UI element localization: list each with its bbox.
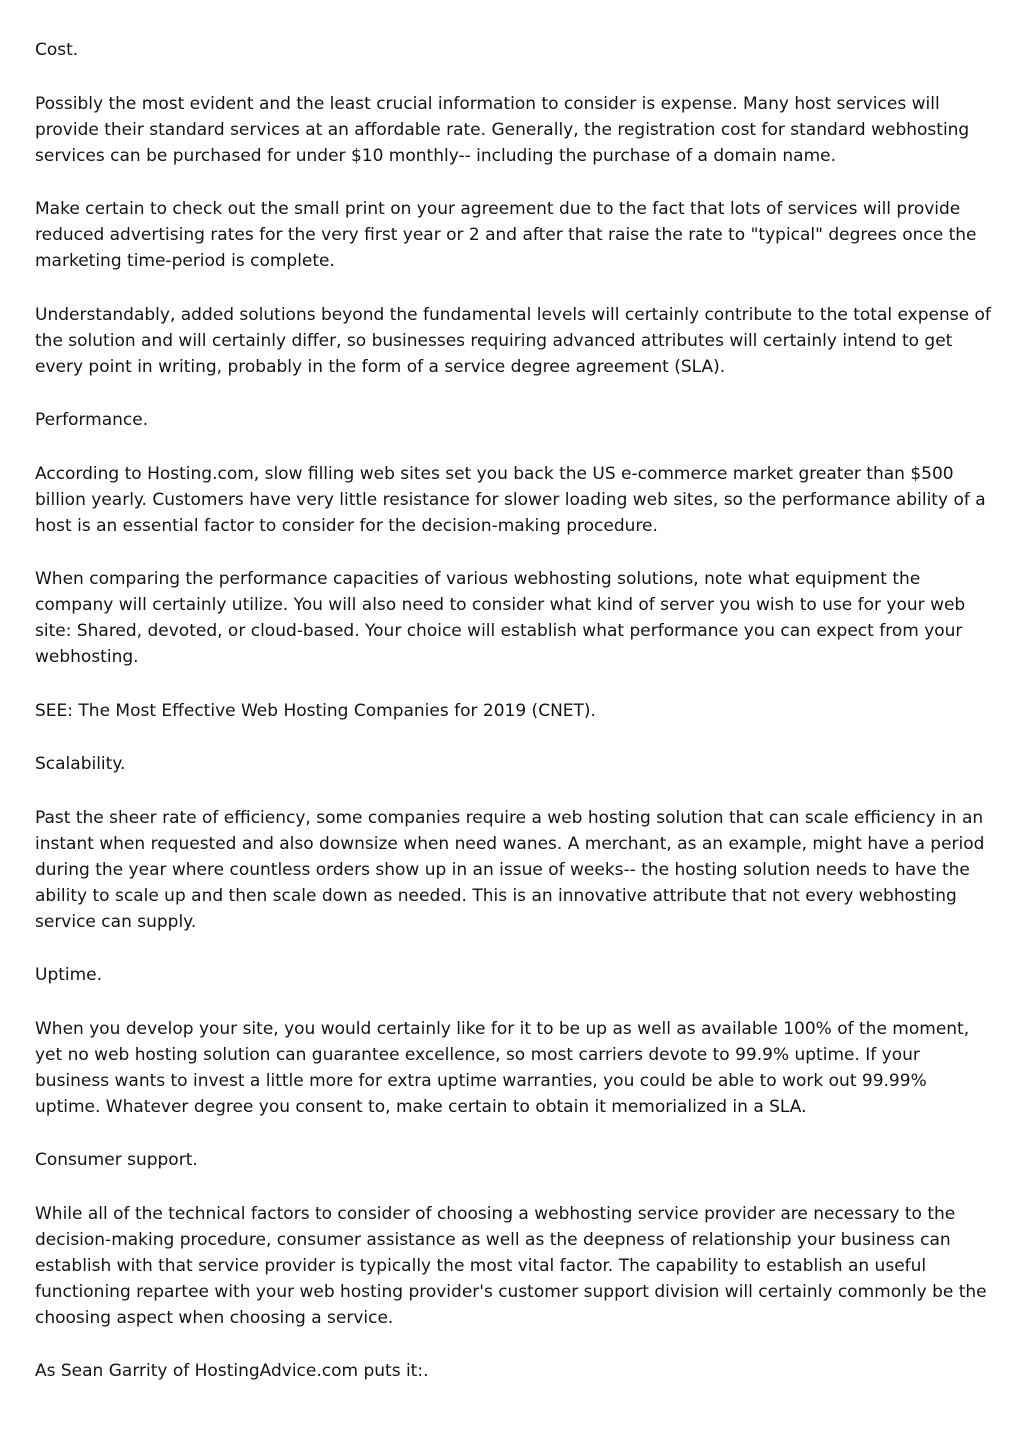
paragraph-consumer-support: While all of the technical factors to consider of choosing a webhosting service provider are necessary to the decision-making procedure, consumer assistance as well as the deepness of relationship your business can establish with that service provider is typically the most vital factor. The capability to establish an useful functioning repartee with your web hosting provider's customer support division will certainly commonly be the choosing aspect when choosing a service. <box>35 1203 987 1328</box>
paragraph-cost-fine-print: Make certain to check out the small print on your agreement due to the fact that lots of services will provide reduced advertising rates for the very first year or 2 and after that raise the rate to "typical" degrees once the marketing time-period is complete. <box>35 199 977 271</box>
paragraph-cost-intro: Possibly the most evident and the least crucial information to consider is expense. Many host services will provide their standard services at an affordable rate. Generally, the registration cost for standard webhosting services can be purchased for under $10 monthly-- including the purchase of a domain name. <box>35 93 970 166</box>
document-body <box>35 37 995 1412</box>
heading-uptime: Uptime. <box>35 965 103 985</box>
paragraph-performance-intro: According to Hosting.com, slow filling web sites set you back the US e-commerce market greater than $500 billion yearly. Customers have very little resistance for slower loading web sites, so the performance ability of a host is an essential factor to consider for the decision-making procedure. <box>35 463 986 536</box>
heading-scalability: Scalability. <box>35 754 126 774</box>
paragraph-uptime: When you develop your site, you would certainly like for it to be up as well as available 100% of the moment, yet no web hosting solution can guarantee excellence, so most carriers devote to 99.9% uptime. If your business wants to invest a little more for extra uptime warranties, you could be able to work out 99.99% uptime. Whatever degree you consent to, make certain to obtain it memorialized in a SLA. <box>35 1018 970 1117</box>
paragraph-quote-intro: As Sean Garrity of HostingAdvice.com puts it:. <box>35 1361 429 1381</box>
heading-cost: Cost. <box>35 40 79 60</box>
paragraph-cost-added-solutions: Understandably, added solutions beyond the fundamental levels will certainly contribute to the total expense of the solution and will certainly differ, so businesses requiring advanced attributes will certainly intend to get every point in writing, probably in the form of a service degree agreement (SLA). <box>35 304 991 377</box>
paragraph-performance-comparison: When comparing the performance capacities of various webhosting solutions, note what equipment the company will certainly utilize. You will also need to consider what kind of server you wish to use for your web site: Shared, devoted, or cloud-based. Your choice will establish what performance you can expect from your webhosting. <box>35 569 966 667</box>
paragraph-scalability: Past the sheer rate of efficiency, some companies require a web hosting solution that can scale efficiency in an instant when requested and also downsize when need wanes. A merchant, as an example, might have a period during the year where countless orders show up in an issue of weeks-- the hosting solution needs to have the ability to scale up and then scale down as needed. This is an innovative attribute that not every webhosting service can supply. <box>35 807 985 932</box>
heading-consumer-support: Consumer support. <box>35 1150 198 1170</box>
heading-performance: Performance. <box>35 410 149 430</box>
paragraph-see-reference: SEE: The Most Effective Web Hosting Companies for 2019 (CNET). <box>35 700 596 721</box>
